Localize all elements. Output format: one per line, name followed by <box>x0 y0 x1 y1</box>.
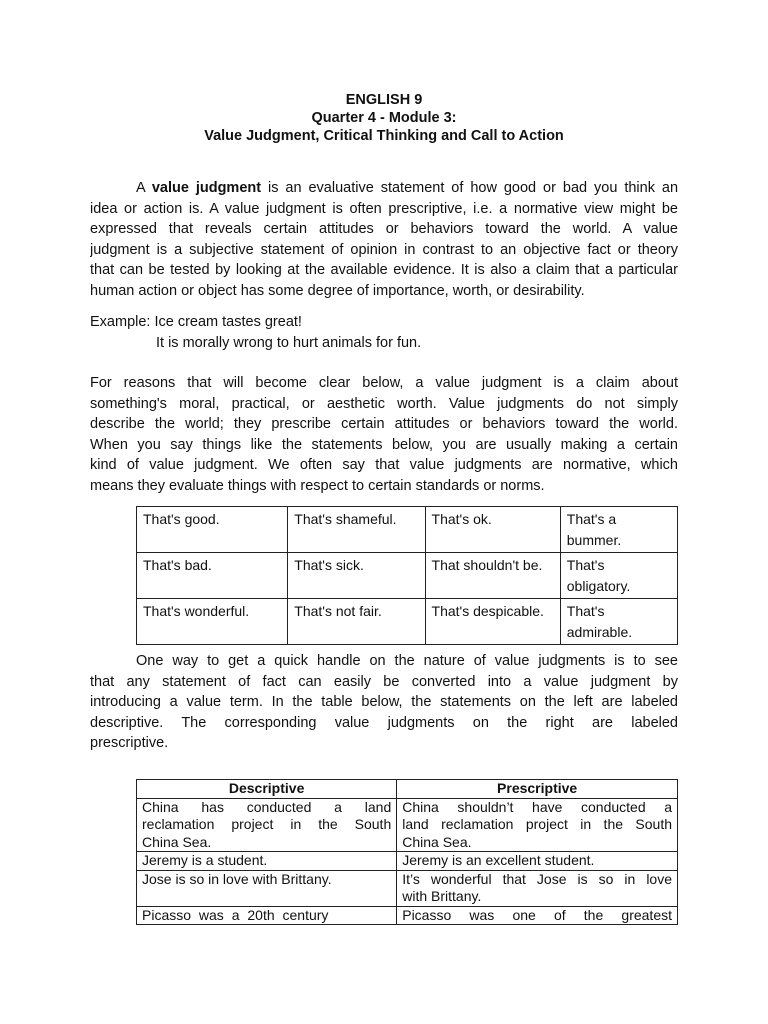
table-row <box>137 599 678 645</box>
prescriptive-cell: It’s wonderful that Jose is so in love with Brittany. <box>397 870 678 906</box>
table-cell: That's bad. <box>137 553 288 599</box>
handle-line: that any statement of fact can easily be converted into a value judgment by <box>90 673 678 690</box>
reasons-paragraph <box>90 373 678 496</box>
intro-line: A value judgment is an evaluative statement of how good or bad you think an <box>136 180 678 196</box>
table-cell: That's good. <box>137 507 288 553</box>
table-header-row <box>137 780 678 799</box>
reasons-line: For reasons that will become clear below, a value judgment is a claim about <box>90 375 678 391</box>
descriptive-cell: Jeremy is a student. <box>137 852 397 871</box>
table-row <box>137 852 678 871</box>
reasons-line: When you say things like the statements below, you are usually making a certain <box>90 436 678 453</box>
table-cell: That's despicable. <box>425 599 560 645</box>
handle-line: One way to get a quick handle on the nature of value judgments is to see <box>136 653 678 669</box>
table-row <box>137 507 678 553</box>
column-header-prescriptive: Prescriptive <box>397 780 678 799</box>
handle-line: prescriptive. <box>90 735 169 751</box>
prescriptive-cell: Picasso was one of the greatest <box>397 906 678 925</box>
comparison-table <box>136 779 678 925</box>
table-cell: That's ok. <box>425 507 560 553</box>
table-cell: That's admirable. <box>560 599 677 645</box>
intro-line: that can be tested by looking at the available evidence. It is also a claim that a particular <box>90 262 678 278</box>
table-cell: That shouldn't be. <box>425 553 560 599</box>
intro-line: idea or action is. A value judgment is often prescriptive, i.e. a normative view might be <box>90 200 678 217</box>
example-line: It is morally wrong to hurt animals for fun. <box>156 334 422 351</box>
handle-line: introducing a value term. In the table below, the statements on the left are labeled <box>90 694 678 710</box>
table-cell: That's shameful. <box>288 507 425 553</box>
table-cell: That's a bummer. <box>560 507 677 553</box>
table-cell: That's not fair. <box>288 599 425 645</box>
table-cell: That's wonderful. <box>137 599 288 645</box>
course-title: ENGLISH 9 <box>345 92 423 108</box>
handle-paragraph <box>90 651 678 754</box>
table-cell: That's sick. <box>288 553 425 599</box>
reasons-line: kind of value judgment. We often say that value judgments are normative, which <box>90 457 678 473</box>
handle-line: descriptive. The corresponding value judgments on the right are labeled <box>90 714 678 731</box>
value-judgment-term: value judgment <box>151 180 262 196</box>
prescriptive-cell: China shouldn’t have conducted a land reclamation project in the South China Sea. <box>397 798 678 852</box>
descriptive-cell: Picasso was a 20th century <box>137 906 397 925</box>
descriptive-cell: China has conducted a land reclamation project in the South China Sea. <box>137 798 397 852</box>
table-cell: That's obligatory. <box>560 553 677 599</box>
intro-line: judgment is a subjective statement of opinion in contrast to an objective fact or theory <box>90 241 678 258</box>
reasons-line: describe the world; they prescribe certain attitudes or behaviors toward the world. <box>90 416 678 432</box>
reasons-line: means they evaluate things with respect to certain standards or norms. <box>90 477 545 494</box>
lesson-title: Value Judgment, Critical Thinking and Call to Action <box>204 128 564 144</box>
intro-line: human action or object has some degree of importance, worth, or desirability. <box>90 282 585 299</box>
intro-paragraph <box>90 178 678 301</box>
example-block <box>90 312 678 353</box>
statements-table <box>136 506 678 645</box>
reasons-line: something's moral, practical, or aesthetic worth. Value judgments do not simply <box>90 395 678 412</box>
example-line: Example: Ice cream tastes great! <box>90 314 302 330</box>
table-row <box>137 906 678 925</box>
table-row <box>137 798 678 852</box>
descriptive-cell: Jose is so in love with Brittany. <box>137 870 397 906</box>
prescriptive-cell: Jeremy is an excellent student. <box>397 852 678 871</box>
column-header-descriptive: Descriptive <box>137 780 397 799</box>
table-row <box>137 553 678 599</box>
intro-line: expressed that reveals certain attitudes or behaviors toward the world. A value <box>90 221 678 237</box>
table-row <box>137 870 678 906</box>
module-title: Quarter 4 - Module 3: <box>311 110 457 126</box>
